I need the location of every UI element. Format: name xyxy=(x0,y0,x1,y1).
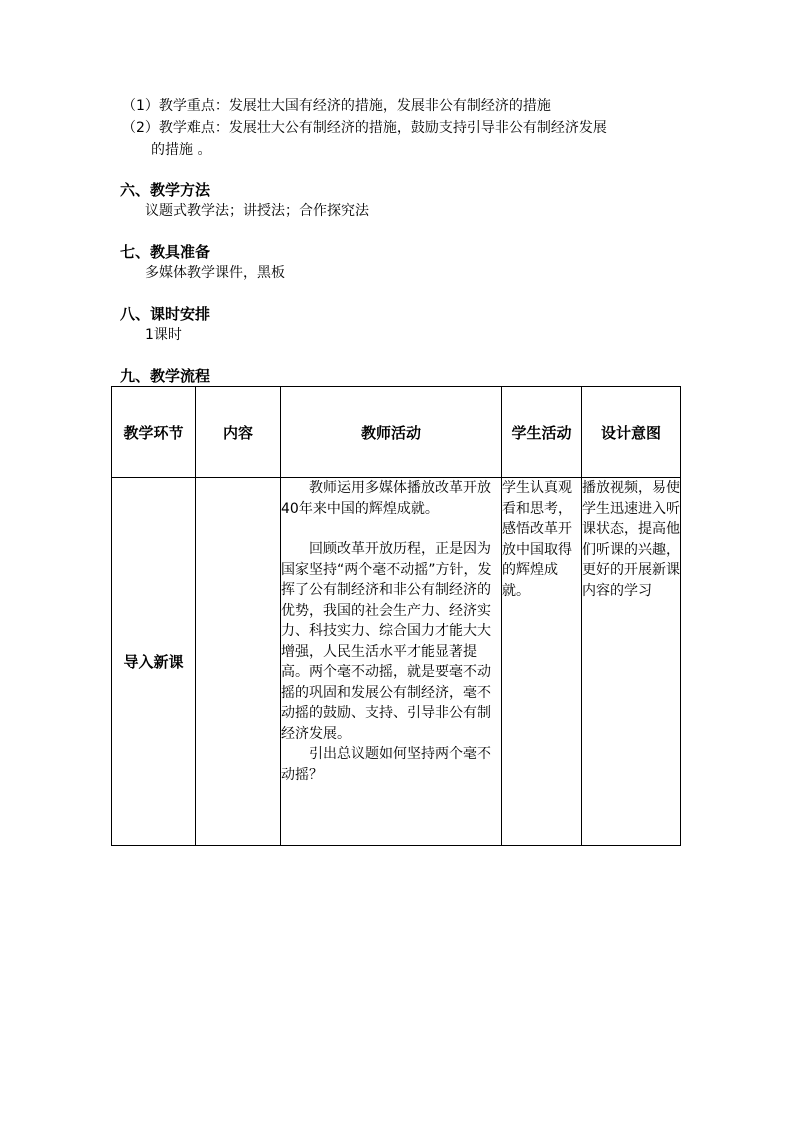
process-heading: 九、教学流程 xyxy=(120,367,211,385)
difficulty-text-line2: 的措施 。 xyxy=(151,142,212,158)
teacher-paragraph-3: 引出总议题如何坚持两个毫不动摇？ xyxy=(281,746,491,783)
design-intent-cell: 播放视频，易使学生迅速进入听课状态，提高他们听课的兴趣，更好的开展新课内容的学习 xyxy=(582,478,681,846)
teacher-activity-cell xyxy=(281,478,502,846)
header-stage: 教学环节 xyxy=(112,387,196,478)
teaching-process-table xyxy=(111,386,681,846)
difficulty-text-line1: （2）教学难点：发展壮大公有制经济的措施，鼓励支持引导非公有制经济发展 xyxy=(122,120,607,136)
teacher-paragraph-2: 回顾改革开放历程，正是因为国家坚持“两个毫不动摇”方针，发挥了公有制经济和非公有制经济的优势，我国的社会生产力、经济实力、科技实力、综合国力才能大大增强，人民生活水平才能显著提高。两个毫不动摇，就是要毫不动摇的巩固和发展公有制经济，毫不动摇的鼓励、支持、引导非公有制经济发展。 xyxy=(281,541,492,742)
stage-cell: 导入新课 xyxy=(112,478,196,846)
methods-content: 议题式教学法；讲授法；合作探究法 xyxy=(145,203,369,219)
schedule-content: 1课时 xyxy=(145,327,182,343)
methods-heading: 六、教学方法 xyxy=(120,181,211,199)
header-teacher-activity: 教师活动 xyxy=(281,387,502,478)
teacher-paragraph-1: 教师运用多媒体播放改革开放40年来中国的辉煌成就。 xyxy=(281,480,491,517)
header-design-intent: 设计意图 xyxy=(582,387,681,478)
tools-heading: 七、教具准备 xyxy=(120,243,211,261)
table-row xyxy=(112,478,681,846)
student-activity-cell: 学生认真观看和思考，感悟改革开放中国取得的辉煌成就。 xyxy=(502,478,582,846)
content-cell xyxy=(196,478,281,846)
key-point-text: （1）教学重点：发展壮大国有经济的措施，发展非公有制经济的措施 xyxy=(122,98,551,114)
table-header-row xyxy=(112,387,681,478)
schedule-heading: 八、课时安排 xyxy=(120,305,211,323)
tools-content: 多媒体教学课件，黑板 xyxy=(145,265,285,281)
header-content: 内容 xyxy=(196,387,281,478)
header-student-activity: 学生活动 xyxy=(502,387,582,478)
